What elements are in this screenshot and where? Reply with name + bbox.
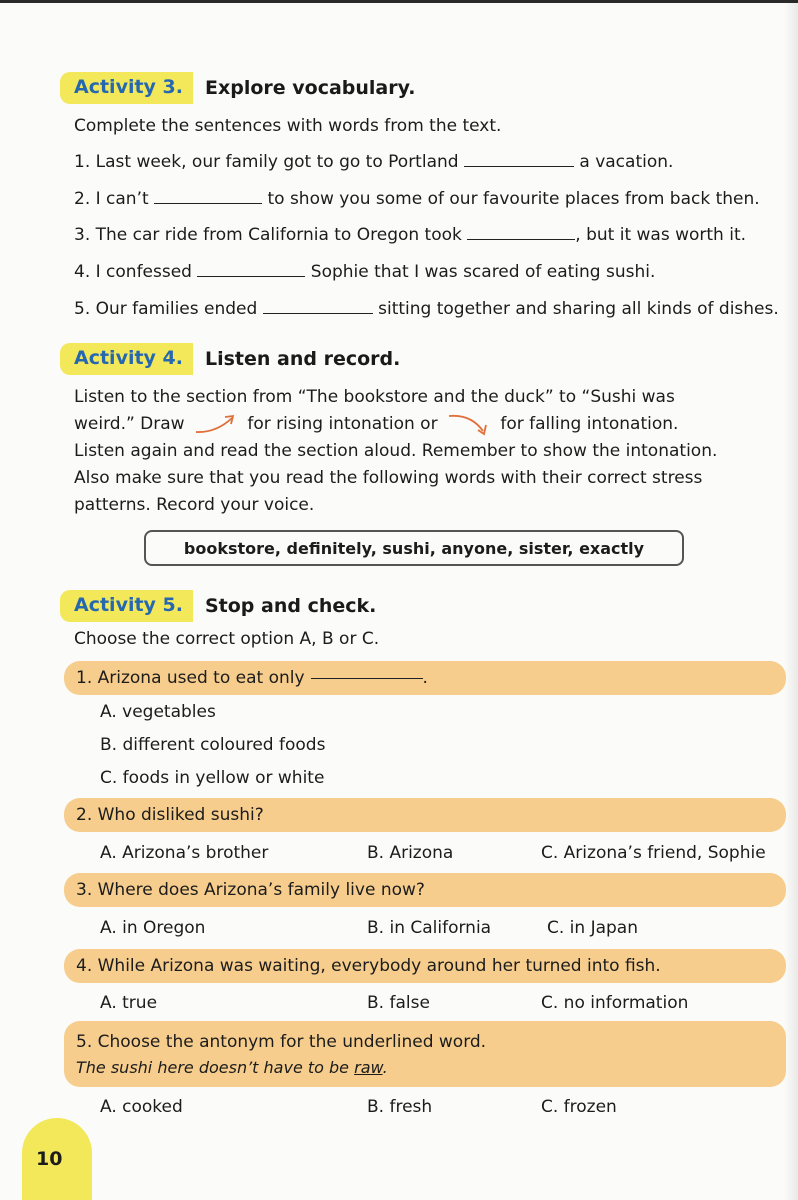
q1-option-c[interactable]: C. foods in yellow or white	[100, 768, 325, 788]
vocab-item-2: 2. I can’t to show you some of our favourite places from back then.	[74, 189, 760, 209]
vocab-item-1: 1. Last week, our family got to go to Portland a vacation.	[74, 152, 674, 172]
q1-option-a[interactable]: A. vegetables	[100, 702, 216, 722]
answer-blank[interactable]	[263, 313, 373, 314]
rising-intonation-arrow-icon	[194, 412, 238, 436]
underlined-word: raw	[354, 1057, 383, 1077]
q5-option-a[interactable]: A. cooked	[100, 1097, 183, 1117]
q4-option-b[interactable]: B. false	[367, 993, 430, 1013]
q3-option-c[interactable]: C. in Japan	[547, 918, 638, 938]
q5-sentence: The sushi here doesn’t have to be raw.	[76, 1057, 388, 1077]
q5-option-b[interactable]: B. fresh	[367, 1097, 433, 1117]
falling-intonation-arrow-icon	[447, 411, 491, 437]
activity3-tag: Activity 3.	[60, 72, 193, 104]
q4-option-c[interactable]: C. no information	[541, 993, 689, 1013]
q5-option-c[interactable]: C. frozen	[541, 1097, 617, 1117]
activity5-heading	[60, 590, 376, 622]
activity5-title: Stop and check.	[204, 595, 377, 617]
question-3: 3. Where does Arizona’s family live now?	[64, 873, 786, 907]
activity5-tag: Activity 5.	[60, 590, 193, 622]
question-5: 5. Choose the antonym for the underlined word. The sushi here doesn’t have to be raw.	[64, 1021, 786, 1087]
activity4-instructions: Listen to the section from “The bookstore and the duck” to “Sushi was weird.” Draw for rising intonation or for falling intonation. Listen again and read the section aloud. Remember to show the intonation. Also make sure that you read the following words with their correct stress patterns. Record your voice.	[74, 387, 718, 515]
activity3-title: Explore vocabulary.	[204, 77, 416, 99]
activity3-heading	[60, 72, 415, 104]
answer-blank[interactable]	[464, 166, 574, 167]
question-4: 4. While Arizona was waiting, everybody around her turned into fish.	[64, 949, 786, 983]
top-border	[0, 0, 798, 3]
page-edge-shadow	[784, 0, 798, 1200]
vocab-item-3: 3. The car ride from California to Oregon took , but it was worth it.	[74, 225, 747, 245]
activity4-title: Listen and record.	[204, 348, 401, 370]
q2-option-b[interactable]: B. Arizona	[367, 843, 454, 863]
answer-blank[interactable]	[197, 276, 305, 277]
stress-words-box: bookstore, definitely, sushi, anyone, sister, exactly	[144, 530, 684, 566]
vocab-item-5: 5. Our families ended sitting together and sharing all kinds of dishes.	[74, 299, 779, 319]
q2-option-a[interactable]: A. Arizona’s brother	[100, 843, 269, 863]
q1-option-b[interactable]: B. different coloured foods	[100, 735, 326, 755]
activity3-instruction: Complete the sentences with words from the text.	[74, 116, 502, 136]
activity5-instruction: Choose the correct option A, B or C.	[74, 629, 380, 649]
answer-blank[interactable]	[311, 678, 423, 679]
q3-option-a[interactable]: A. in Oregon	[100, 918, 206, 938]
q3-option-b[interactable]: B. in California	[367, 918, 492, 938]
answer-blank[interactable]	[154, 203, 262, 204]
answer-blank[interactable]	[467, 239, 575, 240]
page-number: 10	[36, 1148, 63, 1170]
question-2: 2. Who disliked sushi?	[64, 798, 786, 832]
q4-option-a[interactable]: A. true	[100, 993, 158, 1013]
vocab-item-4: 4. I confessed Sophie that I was scared of eating sushi.	[74, 262, 656, 282]
activity4-heading	[60, 343, 400, 375]
q2-option-c[interactable]: C. Arizona’s friend, Sophie	[541, 843, 766, 863]
activity4-tag: Activity 4.	[60, 343, 193, 375]
question-1: 1. Arizona used to eat only .	[64, 661, 786, 695]
